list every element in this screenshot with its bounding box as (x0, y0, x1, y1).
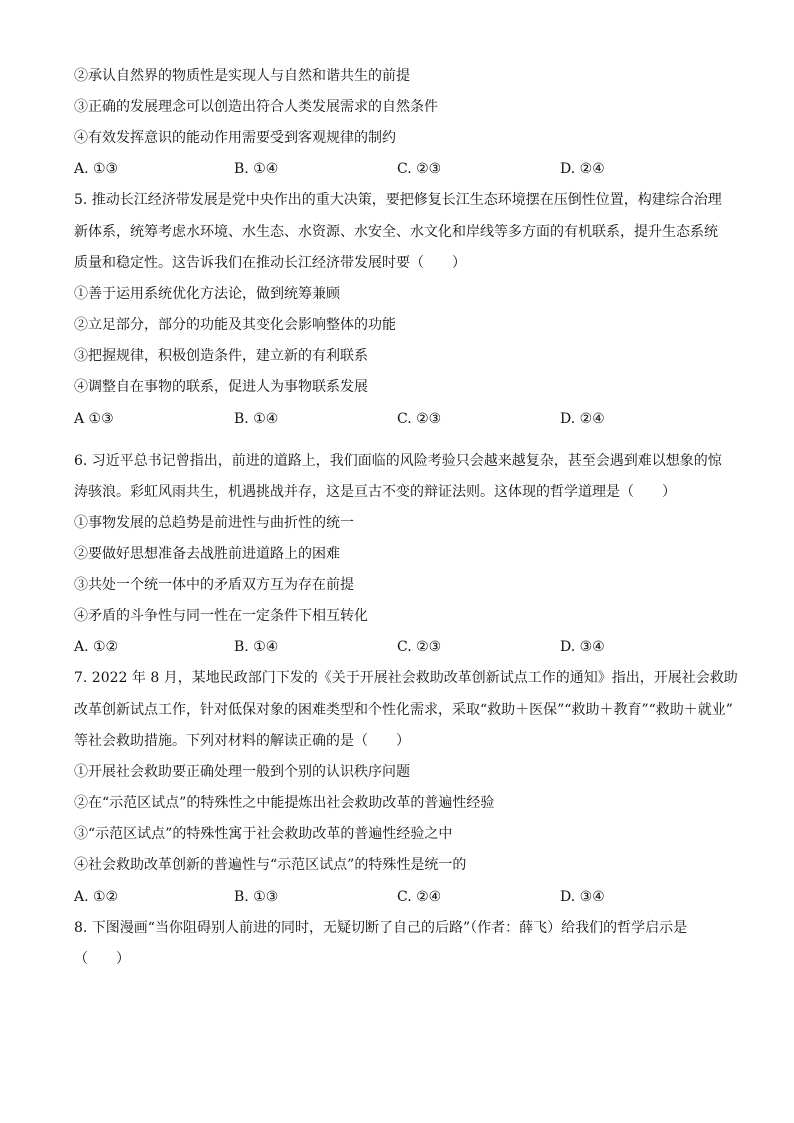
q5-option-1: ①善于运用系统优化方法论，做到统筹兼顾 (74, 286, 340, 302)
q6-option-3: ③共处一个统一体中的矛盾双方互为存在前提 (74, 577, 354, 593)
q5-option-4: ④调整自在事物的联系，促进人为事物联系发展 (74, 379, 368, 395)
q7-option-3: ③“示范区试点”的特殊性寓于社会救助改革的普遍性经验之中 (74, 826, 453, 842)
q7-answer-choices (74, 887, 714, 907)
q4-choice-a[interactable]: A. ①③ (74, 161, 119, 177)
q4-option-3: ③正确的发展理念可以创造出符合人类发展需求的自然条件 (74, 99, 438, 115)
q6-choice-b[interactable]: B. ①④ (234, 639, 279, 655)
q6-choice-a[interactable]: A. ①② (74, 639, 119, 655)
q8-stem-line-1: 8. 下图漫画“当你阻碍别人前进的同时，无疑切断了自己的后路”（作者：薛飞）给我们的哲学启示是 (74, 920, 688, 936)
q7-option-2: ②在“示范区试点”的特殊性之中能提炼出社会救助改革的普遍性经验 (74, 795, 495, 811)
q6-choice-d[interactable]: D. ③④ (560, 639, 605, 655)
q7-choice-d[interactable]: D. ③④ (560, 889, 605, 905)
q5-choice-b[interactable]: B. ①④ (234, 411, 279, 427)
q4-answer-choices (74, 159, 714, 179)
q5-stem-line-3: 质量和稳定性。这告诉我们在推动长江经济带发展时要（ ） (74, 255, 466, 271)
q4-option-4: ④有效发挥意识的能动作用需要受到客观规律的制约 (74, 130, 396, 146)
q4-option-2: ②承认自然界的物质性是实现人与自然和谐共生的前提 (74, 68, 410, 84)
q5-choice-c[interactable]: C. ②③ (397, 411, 442, 427)
q5-choice-d[interactable]: D. ②④ (560, 411, 605, 427)
q6-answer-choices (74, 637, 714, 657)
q5-choice-a[interactable]: A ①③ (74, 411, 114, 427)
q7-option-1: ①开展社会救助要正确处理一般到个别的认识秩序问题 (74, 764, 410, 780)
q6-stem-line-2: 涛骇浪。彩虹风雨共生，机遇挑战并存，这是亘古不变的辩证法则。这体现的哲学道理是（ ） (74, 484, 676, 500)
q7-stem-line-2: 改革创新试点工作，针对低保对象的困难类型和个性化需求，采取“救助＋医保”“救助＋教育”“救助＋就业” (74, 702, 733, 718)
q7-choice-b[interactable]: B. ①③ (234, 889, 279, 905)
q6-option-4: ④矛盾的斗争性与同一性在一定条件下相互转化 (74, 608, 368, 624)
q6-choice-c[interactable]: C. ②③ (397, 639, 442, 655)
q6-stem-line-1: 6. 习近平总书记曾指出，前进的道路上，我们面临的风险考验只会越来越复杂，甚至会遇到难以想象的惊 (74, 453, 722, 469)
q6-option-2: ②要做好思想准备去战胜前进道路上的困难 (74, 546, 340, 562)
q5-stem-line-2: 新体系，统筹考虑水环境、水生态、水资源、水安全、水文化和岸线等多方面的有机联系，提升生态系统 (74, 224, 718, 240)
q7-stem-line-1: 7. 2022 年 8 月，某地民政部门下发的《关于开展社会救助改革创新试点工作的通知》指出，开展社会救助 (74, 670, 738, 686)
q5-option-3: ③把握规律，积极创造条件，建立新的有利联系 (74, 348, 368, 364)
q7-stem-line-3: 等社会救助措施。下列对材料的解读正确的是（ ） (74, 733, 410, 749)
q4-choice-d[interactable]: D. ②④ (560, 161, 605, 177)
q8-stem-line-2: （ ） (74, 951, 130, 967)
q7-option-4: ④社会救助改革创新的普遍性与“示范区试点”的特殊性是统一的 (74, 857, 467, 873)
q7-choice-c[interactable]: C. ②④ (397, 889, 442, 905)
q7-choice-a[interactable]: A. ①② (74, 889, 119, 905)
q5-stem-line-1: 5. 推动长江经济带发展是党中央作出的重大决策，要把修复长江生态环境摆在压倒性位置，构建综合治理 (74, 192, 722, 208)
q4-choice-c[interactable]: C. ②③ (397, 161, 442, 177)
q5-option-2: ②立足部分，部分的功能及其变化会影响整体的功能 (74, 317, 396, 333)
q5-answer-choices (74, 409, 714, 429)
q6-option-1: ①事物发展的总趋势是前进性与曲折性的统一 (74, 515, 354, 531)
q4-choice-b[interactable]: B. ①④ (234, 161, 279, 177)
